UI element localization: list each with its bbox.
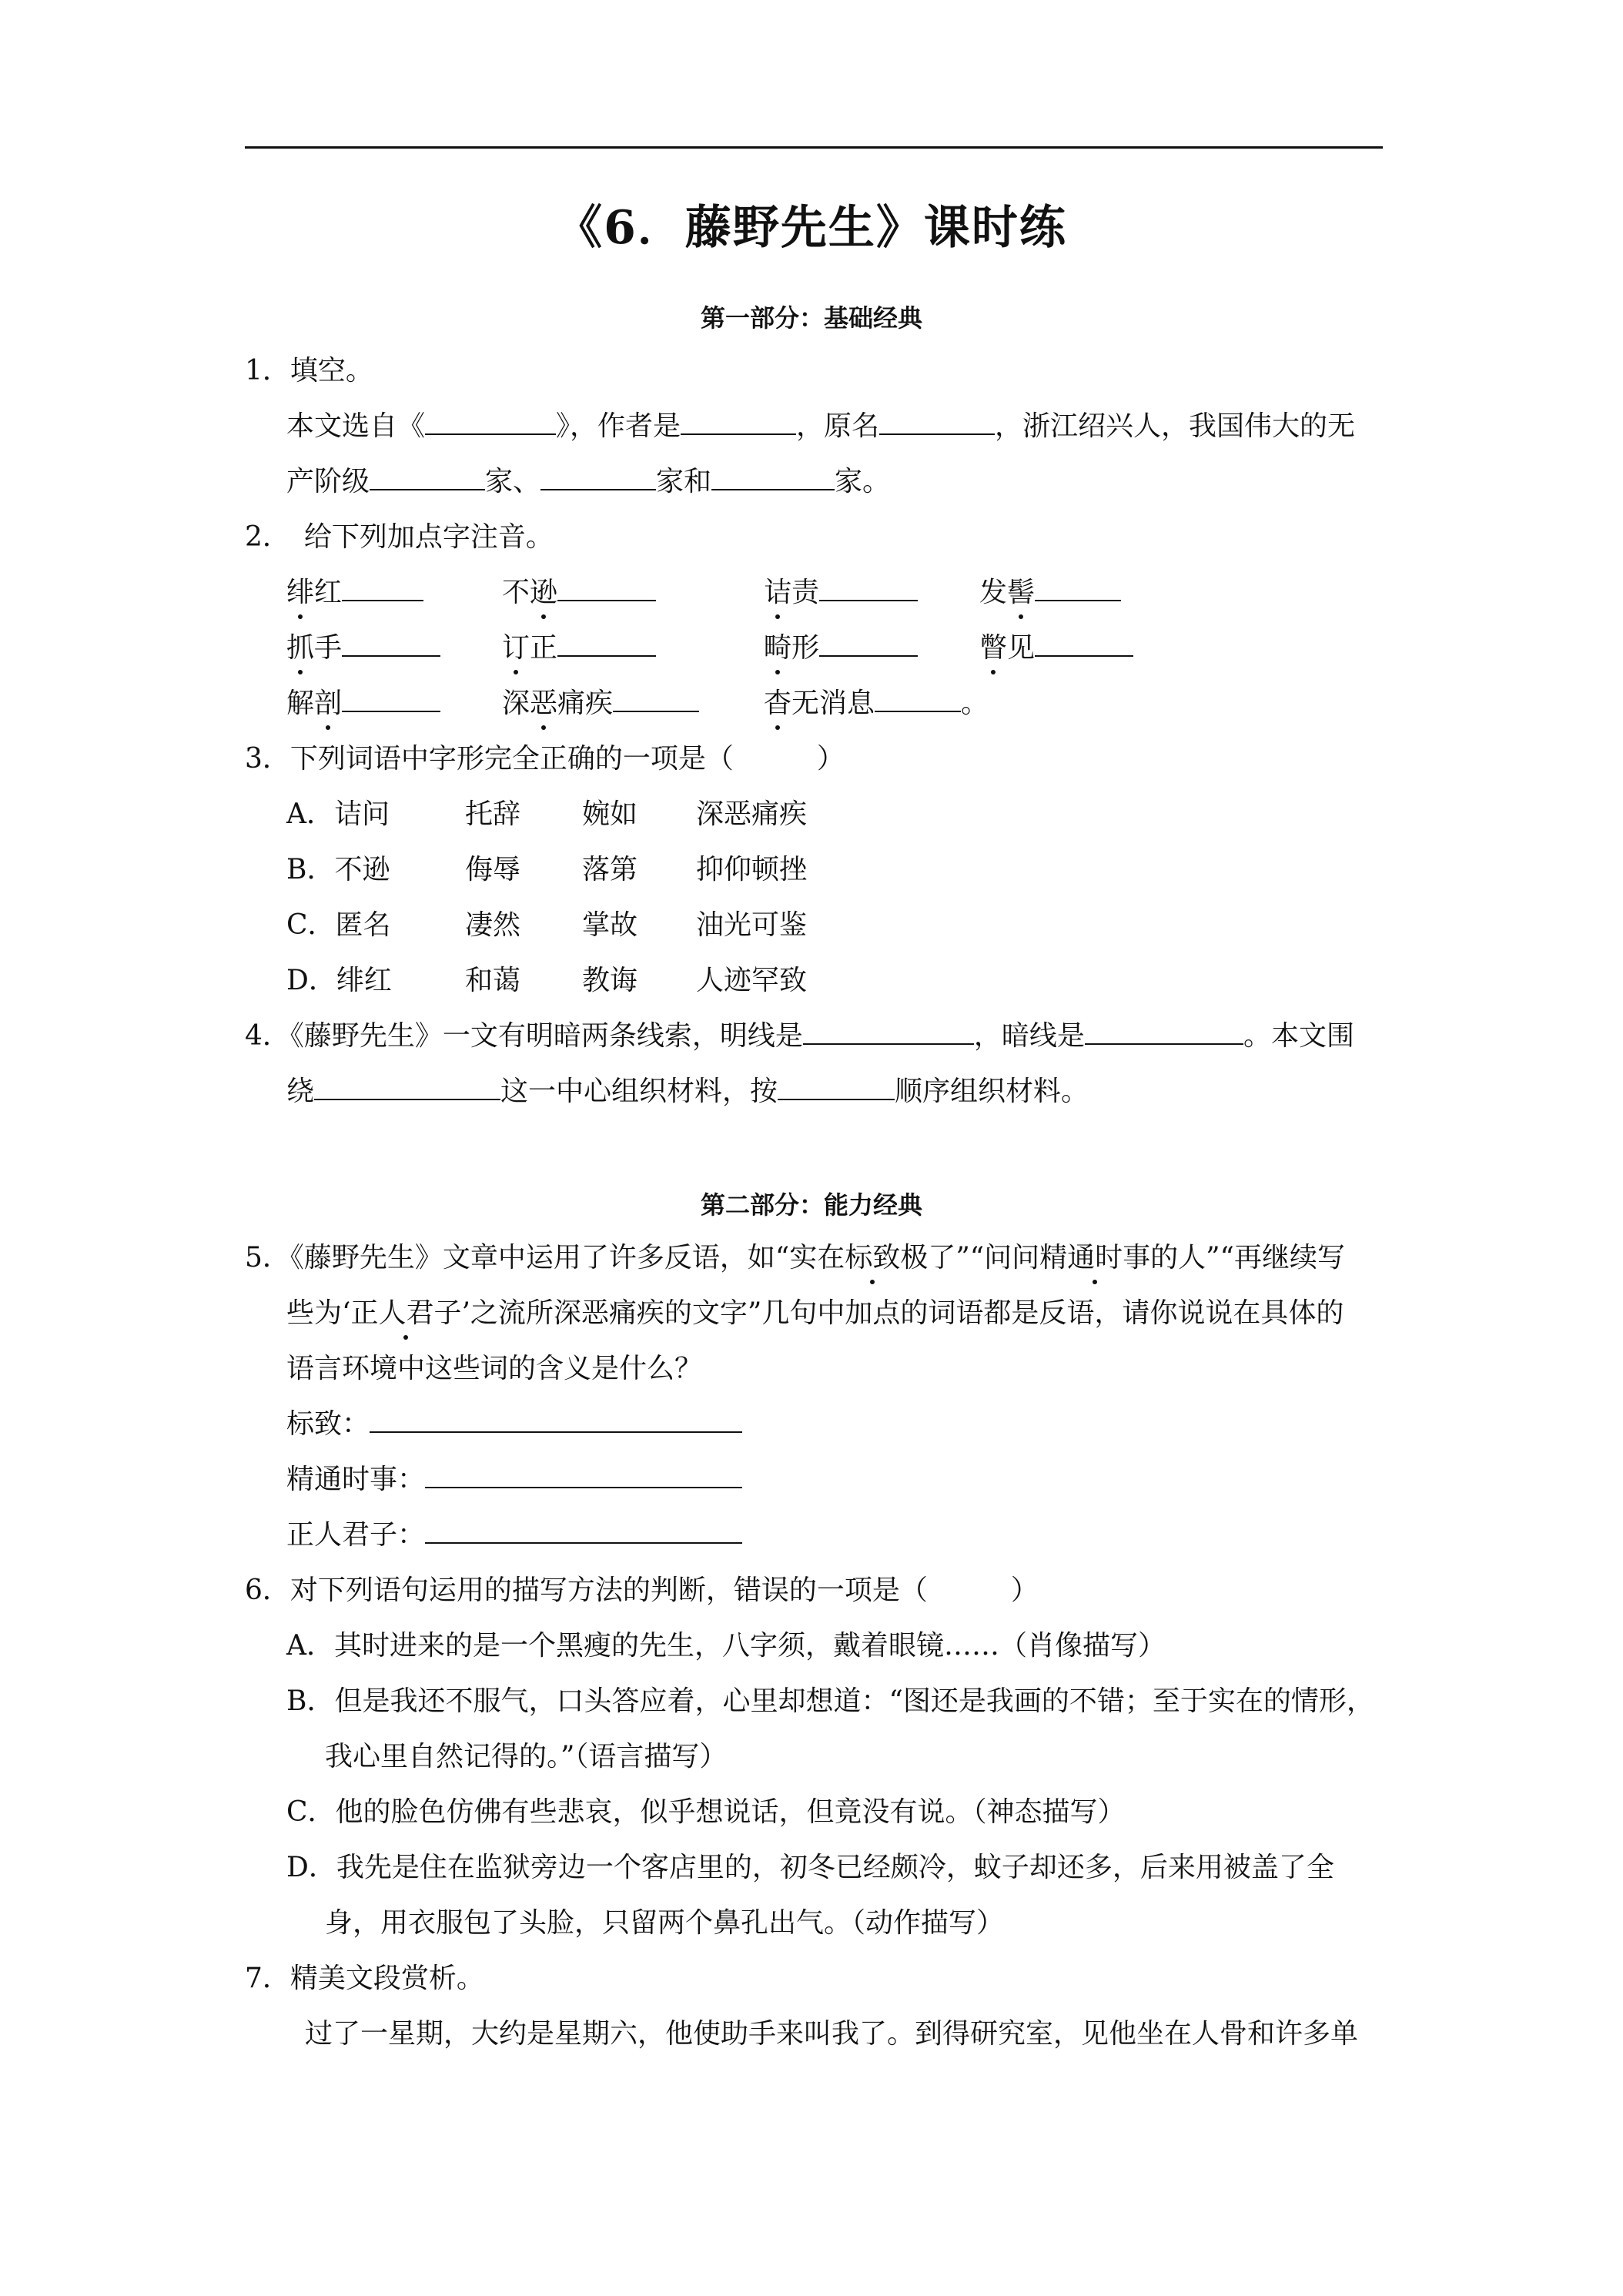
question-number: 3． <box>245 743 290 775</box>
fill-blank[interactable] <box>613 688 699 712</box>
fill-blank[interactable] <box>1085 1020 1243 1045</box>
text-span: 发 <box>979 577 1008 608</box>
option-word: 深恶痛疾 <box>696 798 808 830</box>
fill-blank[interactable] <box>1035 577 1121 601</box>
text-span: 这一中心组织材料，按 <box>500 1076 778 1107</box>
option-d-line-1: D．我先是住在监狱旁边一个客店里的，初冬已经颇冷，蚊子却还多，后来用被盖了全 <box>286 1852 1334 1883</box>
pinyin-item <box>286 631 440 665</box>
fill-blank[interactable] <box>425 410 556 435</box>
option-word: 和蔼 <box>465 965 521 996</box>
text-span: 产阶级 <box>286 466 370 497</box>
pinyin-item <box>286 687 440 721</box>
dotted-char: 髻 <box>1007 577 1036 608</box>
option-b-line-1: B．但是我还不服气，口头答应着，心里却想道：“图还是我画的不错；至于实在的情形， <box>286 1685 1374 1717</box>
option-d-line-2: 身，用衣服包了头脸，只留两个鼻孔出气。（动作描写） <box>325 1907 1005 1939</box>
option-d-label: D．绯红 <box>286 965 392 996</box>
option-word: 掌故 <box>582 909 638 941</box>
answer-blank[interactable] <box>425 1464 742 1488</box>
question-2 <box>245 520 554 554</box>
text-span: 本文选自《 <box>286 410 426 442</box>
question-number: 2． <box>245 521 290 553</box>
dotted-word: 精通时事 <box>1039 1242 1151 1274</box>
question-number: 4． <box>245 1020 290 1052</box>
text-span: ，原名 <box>796 410 880 442</box>
dotted-char: 订 <box>502 632 530 664</box>
text-span: 的人”“再继续写 <box>1150 1242 1345 1274</box>
fill-blank[interactable] <box>314 1076 500 1100</box>
answer-line-zhengren <box>286 1518 742 1552</box>
question-stem: 对下列语句运用的描写方法的判断，错误的一项是（ ） <box>289 1575 1039 1606</box>
page-title: 《6．藤野先生》课时练 <box>556 201 1067 255</box>
fill-blank[interactable] <box>875 688 961 712</box>
question-stem: 填空。 <box>289 355 373 387</box>
option-c: C．他的脸色仿佛有些悲哀，似乎想说话，但竟没有说。（神态描写） <box>286 1796 1126 1828</box>
answer-label: 标致： <box>286 1408 370 1440</box>
text-span: 正 <box>530 632 558 664</box>
answer-line-jingtong <box>286 1463 742 1497</box>
answer-label: 正人君子： <box>286 1519 426 1551</box>
question-5-line-2 <box>286 1297 1344 1330</box>
dotted-char: 逊 <box>530 577 558 608</box>
option-word: 侮辱 <box>465 854 521 885</box>
dotted-char: 剖 <box>314 688 343 719</box>
fill-blank[interactable] <box>557 577 656 601</box>
text-span: 手 <box>314 632 343 664</box>
fill-blank[interactable] <box>342 688 440 712</box>
text-span: ，暗线是 <box>973 1020 1085 1052</box>
fill-blank[interactable] <box>557 632 656 657</box>
dotted-char: 恶 <box>530 688 558 719</box>
option-word: 人迹罕致 <box>696 965 808 996</box>
text-span: 家和 <box>656 466 712 497</box>
fill-blank[interactable] <box>342 632 440 657</box>
option-c-label: C．匿名 <box>286 909 391 941</box>
text-span: 深 <box>502 688 530 719</box>
question-7 <box>245 1962 484 1996</box>
fill-blank[interactable] <box>681 410 796 435</box>
text-span: 家。 <box>835 466 891 497</box>
header-rule <box>245 146 1383 149</box>
fill-blank[interactable] <box>1035 632 1133 657</box>
text-span: ，浙江绍兴人，我国伟大的无 <box>995 410 1356 442</box>
text-span: 不 <box>502 577 530 608</box>
option-word: 抑仰顿挫 <box>696 854 808 885</box>
option-word: 婉如 <box>582 798 638 830</box>
answer-blank[interactable] <box>370 1408 742 1433</box>
dotted-char: 瞥 <box>979 632 1008 664</box>
question-4-line-2 <box>286 1075 1089 1109</box>
text-span: 形 <box>791 632 820 664</box>
fill-blank[interactable] <box>819 632 918 657</box>
fill-blank[interactable] <box>342 577 423 601</box>
answer-label: 精通时事： <box>286 1464 426 1495</box>
text-span: 解 <box>286 688 315 719</box>
text-span: 无消息 <box>791 688 875 719</box>
section-heading-part2: 第二部分：能力经典 <box>700 1190 922 1220</box>
question-4-line-1 <box>245 1019 1354 1053</box>
text-span: 《藤野先生》一文有明暗两条线索，明线是 <box>289 1020 803 1052</box>
question-1-line-1 <box>286 410 1355 443</box>
pinyin-item <box>979 576 1121 610</box>
text-span: 些为‘ <box>286 1297 351 1329</box>
passage-paragraph: 过了一星期，大约是星期六，他使助手来叫我了。到得研究室，见他坐在人骨和许多单 <box>305 2018 1359 2050</box>
fill-blank[interactable] <box>711 466 835 490</box>
text-span: 痛疾 <box>557 688 614 719</box>
question-stem: 精美文段赏析。 <box>289 1963 484 1994</box>
text-span: 极了”“问问 <box>900 1242 1040 1274</box>
text-span: 绕 <box>286 1076 315 1107</box>
pinyin-item <box>502 687 699 721</box>
fill-blank[interactable] <box>370 466 485 490</box>
option-word: 油光可鉴 <box>696 909 808 941</box>
text-span: 。 <box>961 688 989 719</box>
pinyin-item <box>502 631 656 665</box>
dotted-char: 畸 <box>764 632 792 664</box>
question-5-line-3: 语言环境中这些词的含义是什么？ <box>286 1353 703 1384</box>
pinyin-item <box>764 687 989 721</box>
text-span: 家、 <box>485 466 541 497</box>
pinyin-item <box>979 631 1133 665</box>
text-span: 责 <box>791 577 820 608</box>
question-5-line-1 <box>245 1241 1345 1275</box>
answer-blank[interactable] <box>425 1519 742 1544</box>
text-span: 见 <box>1007 632 1036 664</box>
option-word: 托辞 <box>465 798 521 830</box>
text-span: 《藤野先生》文章中运用了许多反语，如“实在 <box>289 1242 845 1274</box>
dotted-char: 诘 <box>764 577 792 608</box>
option-word: 落第 <box>582 854 638 885</box>
question-1 <box>245 354 373 388</box>
text-span: 》，作者是 <box>556 410 681 442</box>
text-span: 。本文围 <box>1243 1020 1354 1052</box>
fill-blank[interactable] <box>778 1076 895 1100</box>
question-number: 7． <box>245 1963 290 1994</box>
fill-blank[interactable] <box>819 577 918 601</box>
question-stem: 下列词语中字形完全正确的一项是（ ） <box>289 743 845 775</box>
option-word: 凄然 <box>465 909 521 941</box>
fill-blank[interactable] <box>879 410 995 435</box>
text-span: 顺序组织材料。 <box>895 1076 1089 1107</box>
dotted-word: 标致 <box>845 1242 901 1274</box>
option-b-line-2: 我心里自然记得的。”（语言描写） <box>325 1741 728 1772</box>
option-b-label: B．不逊 <box>286 854 390 885</box>
pinyin-item <box>764 631 918 665</box>
question-stem: 给下列加点字注音。 <box>303 521 554 553</box>
text-span: ’之流所深恶痛疾的文字”几句中加点的词语都是反语，请你说说在具体的 <box>461 1297 1344 1329</box>
pinyin-item <box>502 576 656 610</box>
answer-line-biaozhi <box>286 1407 742 1441</box>
dotted-char: 抓 <box>286 632 315 664</box>
option-word: 教诲 <box>582 965 638 996</box>
pinyin-item <box>764 576 918 610</box>
question-number: 5． <box>245 1242 290 1274</box>
option-a: A．其时进来的是一个黑瘦的先生，八字须，戴着眼镜……（肖像描写） <box>286 1630 1166 1662</box>
pinyin-item <box>286 576 423 610</box>
text-span: 红 <box>314 577 343 608</box>
dotted-char: 绯 <box>286 577 315 608</box>
question-number: 1． <box>245 355 290 387</box>
fill-blank[interactable] <box>540 466 656 490</box>
question-1-line-2 <box>286 465 890 499</box>
dotted-char: 杳 <box>764 688 792 719</box>
dotted-word: 正人君子 <box>350 1297 462 1329</box>
question-3 <box>245 742 845 776</box>
option-a-label: A．诘问 <box>286 798 390 830</box>
question-6 <box>245 1574 1039 1608</box>
fill-blank[interactable] <box>803 1020 974 1045</box>
section-heading-part1: 第一部分：基础经典 <box>700 303 922 333</box>
question-number: 6． <box>245 1575 290 1606</box>
